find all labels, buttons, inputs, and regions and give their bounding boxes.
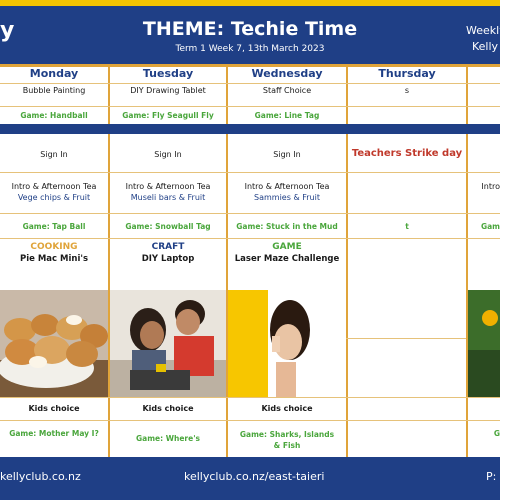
day-header-wednesday: Wednesday [251,67,323,80]
morning-activity-wednesday: Staff Choice [262,86,312,95]
afternoon-game-thursday: t [405,222,409,231]
logo-fragment: y [0,18,15,43]
tea-food-tuesday: Museli bars & Fruit [130,193,206,202]
day-header-thursday: Thursday [378,67,436,80]
footer-website-link[interactable]: kellyclub.co.nz [0,470,81,483]
final-game-tuesday: Game: Where's [136,434,200,443]
photo-pie-minis [0,290,108,397]
activity-type-game: GAME [272,242,302,252]
morning-activity-tuesday: DIY Drawing Tablet [130,86,206,95]
photo-partial-right [468,290,500,397]
final-game-monday: Game: Mother May I? [9,429,99,438]
tea-label-monday: Intro & Afternoon Tea [11,182,97,191]
morning-game-monday: Game: Handball [20,111,88,120]
weekly-label: Weekly [466,24,506,37]
morning-game-wednesday: Game: Line Tag [254,111,320,120]
tea-label-tuesday: Intro & Afternoon Tea [125,182,211,191]
morning-activity-monday: Bubble Painting [22,86,86,95]
activity-type-craft: CRAFT [151,242,185,252]
row-divider [0,238,500,239]
afternoon-game-tuesday: Game: Snowball Tag [125,222,211,231]
photo-girl-peeking [228,290,346,397]
footer-branch-link[interactable]: kellyclub.co.nz/east-taieri [184,470,325,483]
page-title: THEME: Techie Time [142,18,358,40]
afternoon-game-partial: Gam [480,222,500,231]
afternoon-game-wednesday: Game: Stuck in the Mud [236,222,338,231]
final-game-partial: G [493,429,500,438]
morning-activity-thursday: s [404,86,410,95]
sign-in-wednesday: Sign In [273,150,301,159]
photo-children-building-laptop [110,290,226,397]
kids-choice-monday: Kids choice [28,404,80,413]
activity-name-wednesday: Laser Maze Challenge [234,254,340,264]
row-divider [0,172,500,173]
sign-in-tuesday: Sign In [154,150,182,159]
row-divider [346,338,466,339]
kids-choice-wednesday: Kids choice [261,404,313,413]
day-header-tuesday: Tuesday [142,67,194,80]
sign-in-monday: Sign In [40,150,68,159]
page-subtitle: Term 1 Week 7, 13th March 2023 [175,44,325,54]
section-divider-band [0,124,500,134]
strike-notice: Teachers Strike day [351,148,463,159]
row-divider [0,106,500,107]
day-header-monday: Monday [29,67,79,80]
row-divider [0,420,500,421]
tea-label-wednesday: Intro & Afternoon Tea [244,182,330,191]
kelly-label: Kelly [472,40,499,53]
footer-phone-label: P: [486,470,497,483]
activity-name-tuesday: DIY Laptop [141,254,195,264]
afternoon-game-monday: Game: Tap Ball [22,222,86,231]
final-game-wednesday: Game: Sharks, Islands & Fish [239,430,335,450]
morning-game-tuesday: Game: Fly Seagull Fly [122,111,214,120]
tea-label-partial: Intro [481,182,500,191]
row-divider [0,83,500,84]
activity-name-monday: Pie Mac Mini's [19,254,89,264]
activity-type-cooking: COOKING [30,242,78,252]
row-divider [0,397,500,398]
tea-food-monday: Vege chips & Fruit [17,193,91,202]
row-divider [0,213,500,214]
tea-food-wednesday: Sammies & Fruit [254,193,320,202]
header-accent-stripe [0,0,500,6]
kids-choice-tuesday: Kids choice [142,404,194,413]
